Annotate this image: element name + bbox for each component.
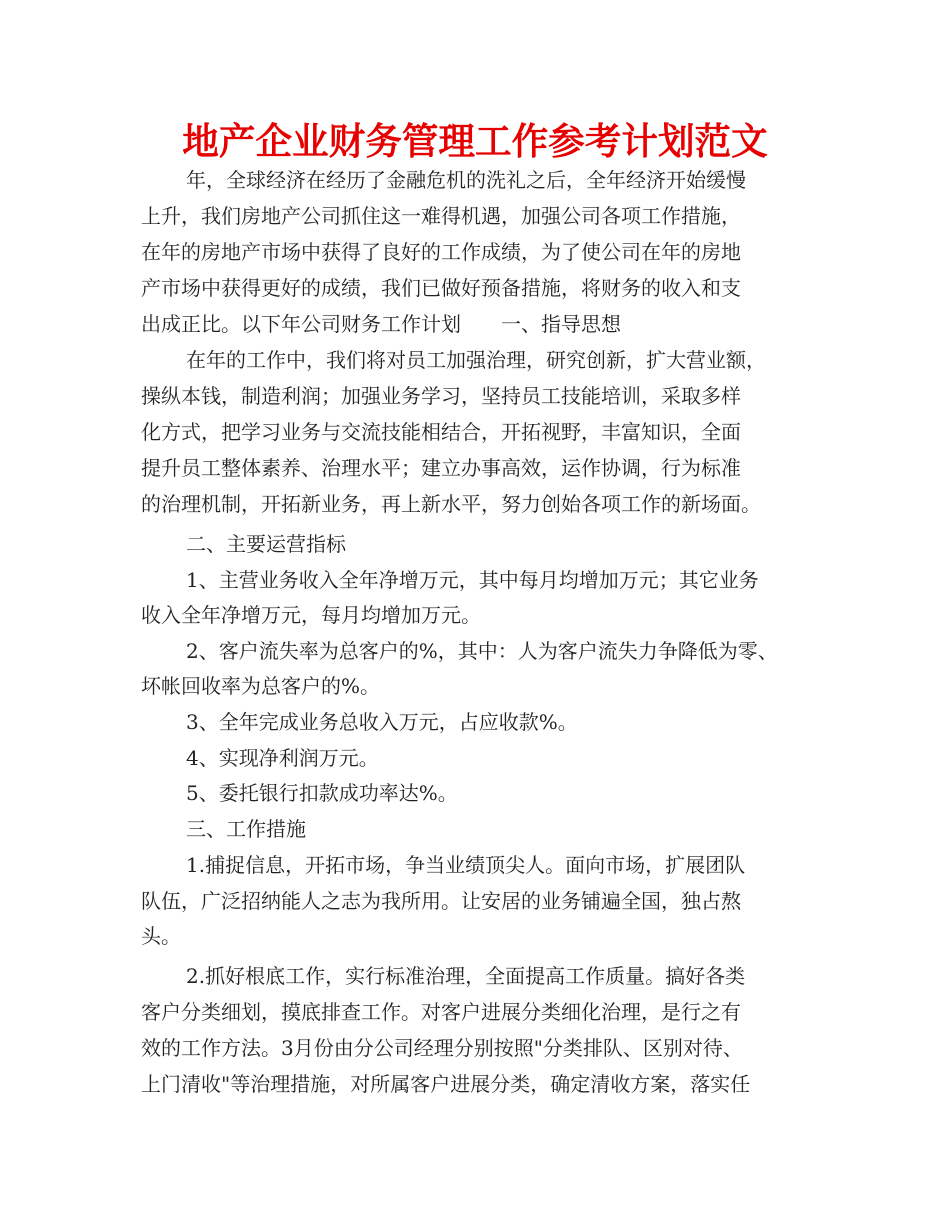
text-line: 2、客户流失率为总客户的%，其中：人为客户流失力争降低为零、: [186, 639, 778, 663]
text-line: 在年的工作中，我们将对员工加强治理，研究创新，扩大营业额，: [186, 348, 766, 372]
text-line: 产市场中获得更好的成绩，我们已做好预备措施，将财务的收入和支: [141, 276, 741, 300]
section-heading: 三、工作措施: [186, 817, 306, 841]
text-line: 3、全年完成业务总收入万元，占应收款%。: [186, 710, 578, 734]
text-line: 年，全球经济在经历了金融危机的洗礼之后，全年经济开始缓慢: [186, 168, 746, 192]
text-line: 1.捕捉信息，开拓市场，争当业绩顶尖人。面向市场，扩展团队: [186, 853, 746, 877]
text-line: 化方式，把学习业务与交流技能相结合，开拓视野，丰富知识，全面: [141, 420, 741, 444]
text-line: 上门清收"等治理措施，对所属客户进展分类，确定清收方案，落实任: [141, 1072, 751, 1096]
section-heading: 二、主要运营指标: [186, 532, 346, 556]
text-line: 上升，我们房地产公司抓住这一难得机遇，加强公司各项工作措施，: [141, 204, 741, 228]
text-line: 效的工作方法。3月份由分公司经理分别按照"分类排队、区别对待、: [141, 1036, 743, 1060]
text-line: 头。: [141, 924, 181, 948]
text-line: 坏帐回收率为总客户的%。: [141, 674, 381, 698]
text-line: 4、实现净利润万元。: [186, 746, 379, 770]
text-line: 操纵本钱，制造利润；加强业务学习，坚持员工技能培训，采取多样: [141, 384, 741, 408]
text-line: 1、主营业务收入全年净增万元，其中每月均增加万元；其它业务: [186, 568, 759, 592]
text-line: 出成正比。以下年公司财务工作计划 一、指导思想: [141, 312, 621, 336]
text-line: 5、委托银行扣款成功率达%。: [186, 781, 458, 805]
text-line: 收入全年净增万元，每月均增加万元。: [141, 603, 481, 627]
text-line: 提升员工整体素养、治理水平；建立办事高效，运作协调，行为标准: [141, 456, 741, 480]
text-line: 客户分类细划，摸底排查工作。对客户进展分类细化治理，是行之有: [141, 1000, 741, 1024]
text-line: 在年的房地产市场中获得了良好的工作成绩，为了使公司在年的房地: [141, 240, 741, 264]
text-line: 队伍，广泛招纳能人之志为我所用。让安居的业务铺遍全国，独占熬: [141, 889, 741, 913]
text-line: 的治理机制，开拓新业务，再上新水平，努力创始各项工作的新场面。: [141, 492, 761, 516]
document-title: 地产企业财务管理工作参考计划范文: [182, 120, 768, 163]
text-line: 2.抓好根底工作，实行标准治理，全面提高工作质量。搞好各类: [186, 964, 746, 988]
